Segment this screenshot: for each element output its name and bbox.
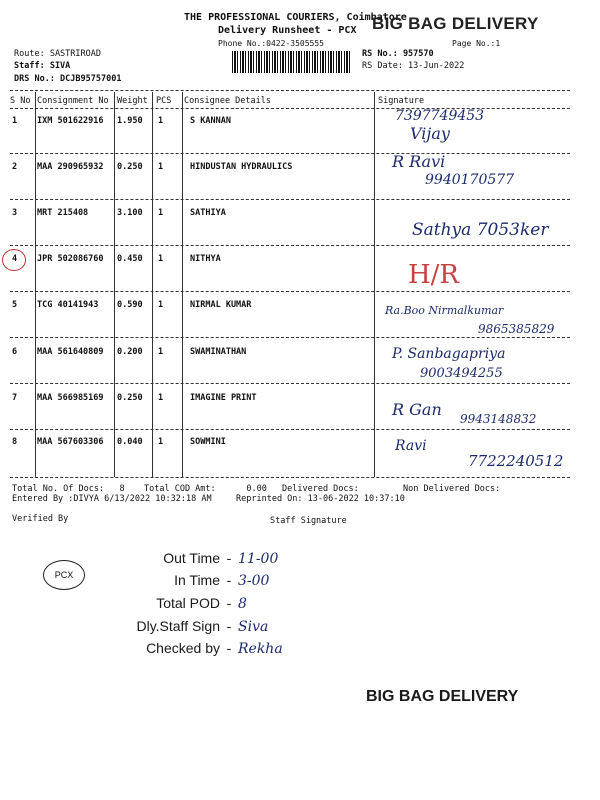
row-sno: 1 (12, 116, 18, 126)
row-signature-name: R Ravi (392, 152, 446, 171)
stamp-in-time: In Time - 3-00 (80, 572, 269, 589)
row-signature-name: Vijay (410, 124, 450, 143)
row-consignee: NIRMAL KUMAR (190, 300, 252, 310)
header-rule (10, 108, 570, 109)
big-bag-stamp-bottom: BIG BAG DELIVERY (366, 688, 519, 705)
row-sno: 8 (12, 437, 18, 447)
row-rule (10, 383, 570, 384)
stamp-label: In Time (174, 572, 220, 588)
stamp-value: 11-00 (238, 551, 279, 567)
staff: Staff: SIVA (14, 61, 71, 71)
row-consignee: S KANNAN (190, 116, 231, 126)
row-signature-phone: 7397749453 (395, 108, 485, 124)
row-consignment: TCG 40141943 (37, 300, 99, 310)
row-signature-name: P. Sanbagapriya (392, 346, 506, 362)
row-consignment: MAA 290965932 (37, 162, 104, 172)
company-title: THE PROFESSIONAL COURIERS, Coimbatore (184, 12, 407, 23)
row-pcs: 1 (158, 347, 164, 357)
total-docs: Total No. Of Docs: 8 (12, 484, 125, 494)
non-delivered-docs: Non Delivered Docs: (403, 484, 501, 494)
row-signature-name: R Gan (392, 400, 442, 419)
row-weight: 0.250 (117, 393, 143, 403)
stamp-value: 8 (238, 596, 247, 612)
route: Route: SASTRIROAD (14, 49, 101, 59)
col-divider (35, 92, 36, 477)
col-divider (152, 92, 153, 477)
big-bag-stamp-top: BIG BAG DELIVERY (372, 14, 539, 33)
stamp-value: 3-00 (238, 573, 270, 589)
row-consignee: SWAMINATHAN (190, 347, 247, 357)
row-signature-phone: 9003494255 (420, 366, 503, 381)
stamp-label: Dly.Staff Sign (136, 618, 220, 634)
col-header-weight: Weight (117, 96, 148, 106)
col-header-pcs: PCS (156, 96, 172, 106)
row-pcs: 1 (158, 437, 164, 447)
row-pcs: 1 (158, 162, 164, 172)
row-pcs: 1 (158, 254, 164, 264)
row-consignee: NITHYA (190, 254, 221, 264)
phone-number: Phone No.:0422-3505555 (218, 39, 324, 48)
row-signature-name: Ra.Boo Nirmalkumar (385, 304, 504, 317)
row-consignee: SATHIYA (190, 208, 226, 218)
col-divider (114, 92, 115, 477)
col-header-consignee: Consignee Details (184, 96, 271, 106)
row-weight: 0.590 (117, 300, 143, 310)
stamp-label: Out Time (163, 550, 220, 566)
row-weight: 1.950 (117, 116, 143, 126)
row-rule (10, 291, 570, 292)
drs-number: DRS No.: DCJB95757001 (14, 74, 122, 84)
row-consignment: MAA 567603306 (37, 437, 104, 447)
row-sno: 4 (12, 254, 18, 264)
row-signature-phone: 9943148832 (460, 412, 537, 426)
row-sno: 7 (12, 393, 18, 403)
pcx-stamp: PCX (43, 560, 85, 590)
row-signature-hr-mark: H/R (408, 260, 460, 290)
row-rule (10, 153, 570, 154)
row-rule (10, 337, 570, 338)
row-consignment: IXM 501622916 (37, 116, 104, 126)
stamp-value: Rekha (238, 641, 283, 657)
row-pcs: 1 (158, 300, 164, 310)
row-signature-name: Ravi (395, 438, 427, 454)
row-pcs: 1 (158, 393, 164, 403)
reprinted-on: Reprinted On: 13-06-2022 10:37:10 (236, 494, 405, 504)
row-weight: 0.450 (117, 254, 143, 264)
col-divider (374, 92, 375, 477)
verified-by: Verified By (12, 514, 69, 524)
stamp-total-pod: Total POD - 8 (80, 595, 247, 612)
row-consignment: JPR 502086760 (37, 254, 104, 264)
row-weight: 0.200 (117, 347, 143, 357)
row-consignee: IMAGINE PRINT (190, 393, 257, 403)
document-title: Delivery Runsheet - PCX (218, 25, 357, 36)
row-rule (10, 245, 570, 246)
table-bottom-rule (10, 477, 570, 478)
row-weight: 0.250 (117, 162, 143, 172)
row-pcs: 1 (158, 208, 164, 218)
col-header-consignment: Consignment No (37, 96, 109, 106)
stamp-label: Total POD (156, 595, 220, 611)
page-number: Page No.:1 (452, 39, 501, 48)
row-consignment: MAA 561640809 (37, 347, 104, 357)
row-consignee: SOWMINI (190, 437, 226, 447)
row-rule (10, 429, 570, 430)
col-header-signature: Signature (378, 96, 425, 106)
row-pcs: 1 (158, 116, 164, 126)
row-sno: 2 (12, 162, 18, 172)
row-consignee: HINDUSTAN HYDRAULICS (190, 162, 293, 172)
stamp-checked-by: Checked by - Rekha (80, 640, 283, 657)
table-top-rule (10, 90, 570, 91)
row-signature-phone: 9940170577 (425, 172, 515, 188)
stamp-value: Siva (238, 619, 269, 635)
col-header-sno: S No (10, 96, 31, 106)
row-weight: 0.040 (117, 437, 143, 447)
row-consignment: MRT 215408 (37, 208, 89, 218)
entered-by: Entered By :DIVYA 6/13/2022 10:32:18 AM (12, 494, 212, 504)
row-sno: 5 (12, 300, 18, 310)
row-signature-phone: 9865385829 (478, 322, 555, 336)
row-weight: 3.100 (117, 208, 143, 218)
row-sno: 6 (12, 347, 18, 357)
row-consignment: MAA 566985169 (37, 393, 104, 403)
stamp-out-time: Out Time - 11-00 (80, 550, 278, 567)
rs-date: RS Date: 13-Jun-2022 (362, 61, 465, 71)
row-rule (10, 199, 570, 200)
row-sno: 3 (12, 208, 18, 218)
col-divider (182, 92, 183, 477)
total-cod: Total COD Amt: 0.00 (144, 484, 267, 494)
staff-signature: Staff Signature (270, 516, 347, 526)
barcode (232, 51, 350, 73)
delivered-docs: Delivered Docs: (282, 484, 359, 494)
stamp-dly-staff-sign: Dly.Staff Sign - Siva (80, 618, 268, 635)
row-signature-name: Sathya 7053ker (412, 220, 549, 240)
row-signature-phone: 7722240512 (468, 452, 564, 470)
stamp-label: Checked by (146, 640, 220, 656)
rs-number: RS No.: 957570 (362, 49, 434, 59)
